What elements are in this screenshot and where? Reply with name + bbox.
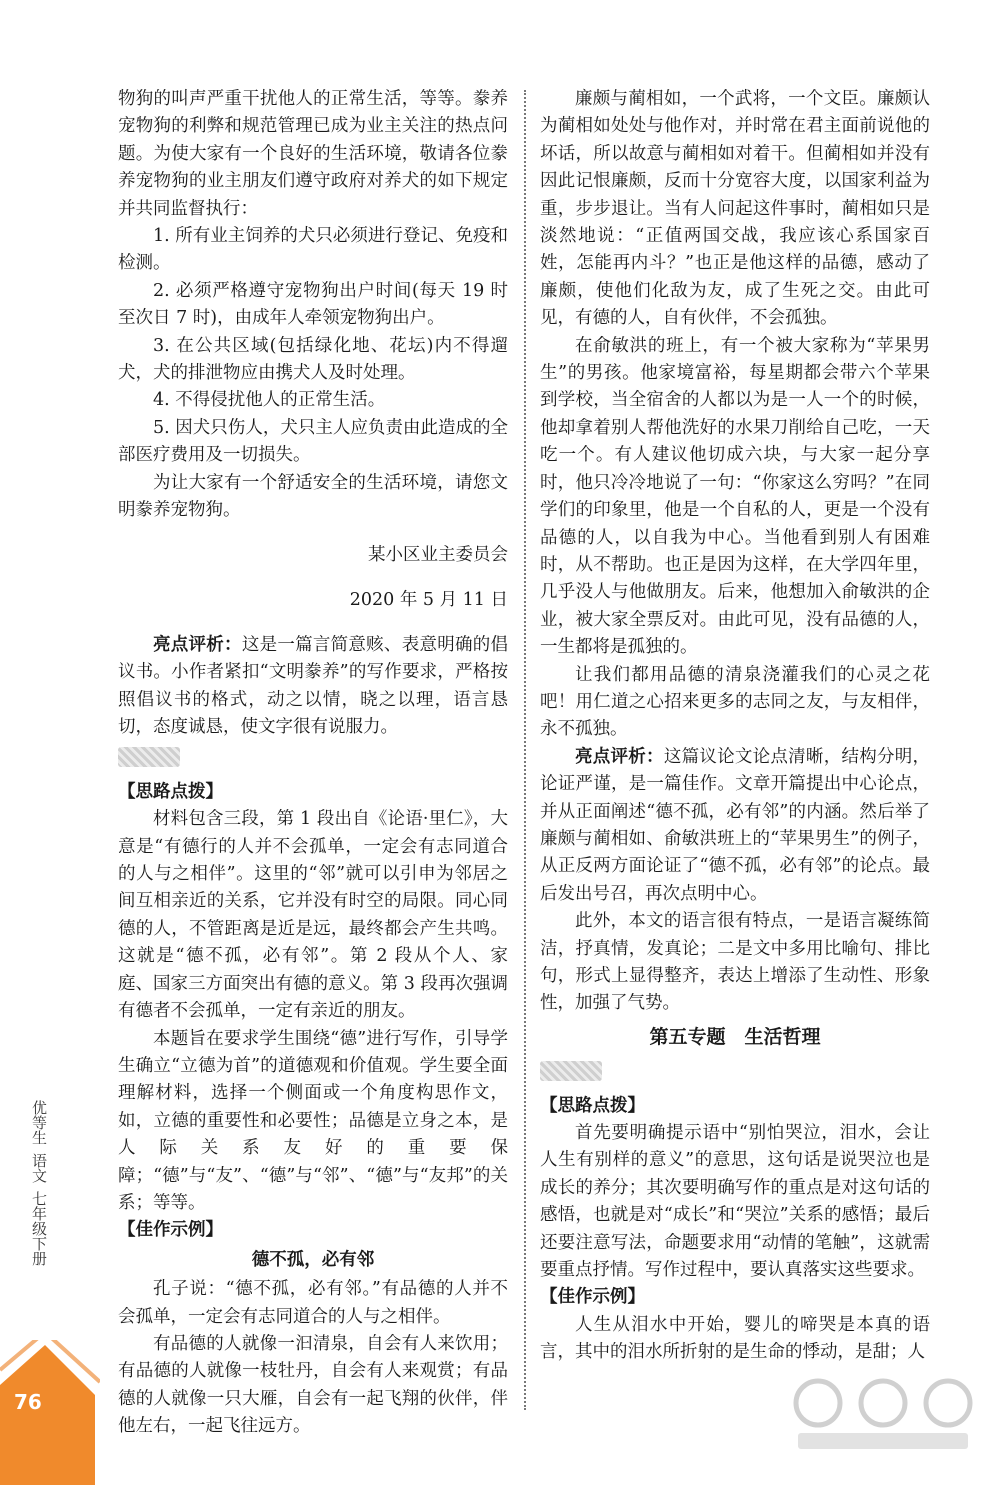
paragraph: 人生从泪水中开始，婴儿的啼哭是本真的语言，其中的泪水所折射的是生命的悸动，是甜；人	[540, 1314, 930, 1363]
rule-item: 1. 所有业主饲养的犬只必须进行登记、免疫和检测。	[118, 226, 508, 274]
rule-item: 5. 因犬只伤人，犬只主人应负责由此造成的全部医疗费用及一切损失。	[118, 417, 508, 466]
section-badge	[540, 1061, 602, 1081]
paragraph: 孔子说：“德不孤，必有邻。”有品德的人并不会孤单，一定会有志同道合的人与之相伴。	[118, 1279, 508, 1327]
paragraph: 首先要明确提示语中“别怕哭泣，泪水，会让人生有别样的意义”的意思，这句话是说哭泣也是成长的养分；其次要明确写作的重点是对这句话的感悟，也就是对“成长”和“哭泣”关系的感悟；最后还要注意写法，命题要求用“动情的笔触”，这就需要重点抒情。写作过程中，要认真落实这些要求。	[540, 1123, 930, 1281]
closing-paragraph: 为让大家有一个舒适安全的生活环境，请您文明豢养宠物狗。	[118, 472, 508, 521]
series-label: 优等生	[30, 1100, 48, 1145]
section-badge	[118, 747, 180, 767]
comment-paragraph	[540, 744, 930, 908]
section-heading: 【佳作示例】	[118, 1220, 223, 1241]
comment-paragraph	[118, 632, 508, 742]
rule-item: 4. 不得侵扰他人的正常生活。	[153, 390, 386, 411]
left-column	[118, 86, 508, 1441]
book-side-label	[30, 1100, 70, 1274]
paragraph: 材料包含三段，第 1 段出自《论语·里仁》，大意是“有德行的人并不会孤单，一定会有志同道合的人与之相伴”。这里的“邻”就可以引申为邻居之间互相亲近的关系，它并没有时空的局限。同心同德的人，不管距离是近是远，最终都会产生共鸣。这就是“德不孤，必有邻”。第 2 段从个人、家庭、国家三方面突出有德的意义。第 3 段再次强调有德者不会孤单，一定有亲近的朋友。	[118, 809, 508, 1022]
comment-lead: 亮点评析：	[575, 746, 664, 767]
subject-label: 语文	[30, 1153, 48, 1183]
paragraph: 有品德的人就像一汩清泉，自会有人来饮用；有品德的人就像一枝牡丹，自会有人来观赏；有品德的人就像一只大雁，自会有一起飞翔的伙伴，伴他左右，一起飞往远方。	[118, 1333, 508, 1437]
section-heading: 【思路点拨】	[540, 1095, 645, 1116]
right-column	[540, 86, 930, 1367]
watermark-logo	[788, 1375, 978, 1455]
comment-lead: 亮点评析：	[153, 634, 242, 655]
paragraph: 廉颇与蔺相如，一个武将，一个文臣。廉颇认为蔺相如处处与他作对，并时常在君主面前说他的坏话，所以故意与蔺相如对着干。但蔺相如并没有因此记恨廉颇，反而十分宽容大度，以国家利益为重，步步退让。当有人问起这件事时，蔺相如只是淡然地说：“正值两国交战，我应该心系国家百姓，怎能再内斗？”也正是他这样的品德，感动了廉颇，使他们化敌为友，成了生死之交。由此可见，有德的人，自有伙伴，不会孤独。	[540, 89, 930, 329]
paragraph: 让我们都用品德的清泉浇灌我们的心灵之花吧！用仁道之心招来更多的志同之友，与友相伴，永不孤独。	[540, 664, 930, 740]
grade-label: 七年级下册	[30, 1191, 48, 1266]
date: 2020 年 5 月 11 日	[349, 589, 508, 610]
paragraph: 本题旨在要求学生围绕“德”进行写作，引导学生确立“立德为首”的道德观和价值观。学生要全面理解材料，选择一个侧面或一个角度构思作文，如，立德的重要性和必要性；品德是立身之本，是人际关系友好的重要保障；“德”与“友”、“德”与“邻”、“德”与“友邦”的关系；等等。	[118, 1028, 508, 1213]
essay-title: 德不孤，必有邻	[251, 1249, 375, 1270]
paragraph: 此外，本文的语言很有特点，一是语言凝练简洁，抒真情，发真论；二是文中多用比喻句、排比句，形式上显得整齐，表达上增添了生动性、形象性，加强了气势。	[540, 911, 930, 1014]
signer: 某小区业主委员会	[368, 545, 508, 565]
rule-item: 3. 在公共区域(包括绿化地、花坛)内不得遛犬，犬的排泄物应由携犬人及时处理。	[118, 335, 508, 384]
comment-body: 这篇议论文论点清晰，结构分明，论证严谨，是一篇佳作。文章开篇提出中心论点，并从正面阐述“德不孤，必有邻”的内涵。然后举了廉颇与蔺相如、俞敏洪班上的“苹果男生”的例子，从正反两方面论证了“德不孤，必有邻”的论点。最后发出号召，再次点明中心。	[540, 746, 931, 904]
section-heading: 【佳作示例】	[540, 1287, 645, 1308]
section-heading: 【思路点拨】	[118, 781, 223, 802]
rule-item: 2. 必须严格遵守宠物狗出户时间(每天 19 时至次日 7 时)，由成年人牵领宠物狗出户。	[118, 280, 508, 329]
page-number: 76	[14, 1390, 42, 1414]
paragraph: 在俞敏洪的班上，有一个被大家称为“苹果男生”的男孩。他家境富裕，每星期都会带六个苹果到学校，当全宿舍的人都以为是一人一个的时候，他却拿着别人帮他洗好的水果刀削给自己吃，一天吃一个。有人建议他切成六块，与大家一起分享时，他只冷冷地说了一句：“你家这么穷吗？”在同学们的印象里，他是一个自私的人，更是一个没有品德的人，以自我为中心。当他看到别人有困难时，从不帮助。也正是因为这样，在大学四年里，几乎没人与他做朋友。后来，他想加入俞敏洪的企业，被大家全票反对。由此可见，没有品德的人，一生都将是孤独的。	[540, 335, 930, 658]
comment-body: 这是一篇言简意赅、表意明确的倡议书。小作者紧扣“文明豢养”的写作要求，严格按照倡议书的格式，动之以情，晓之以理，语言恳切，态度诚恳，使文字很有说服力。	[118, 634, 509, 738]
topic-title: 第五专题 生活哲理	[649, 1025, 821, 1048]
paragraph: 物狗的叫声严重干扰他人的正常生活，等等。豢养宠物狗的利弊和规范管理已成为业主关注的热点问题。为使大家有一个良好的生活环境，敬请各位豢养宠物狗的业主朋友们遵守政府对养犬的如下规定并共同监督执行：	[118, 89, 508, 219]
column-divider	[524, 90, 526, 1410]
